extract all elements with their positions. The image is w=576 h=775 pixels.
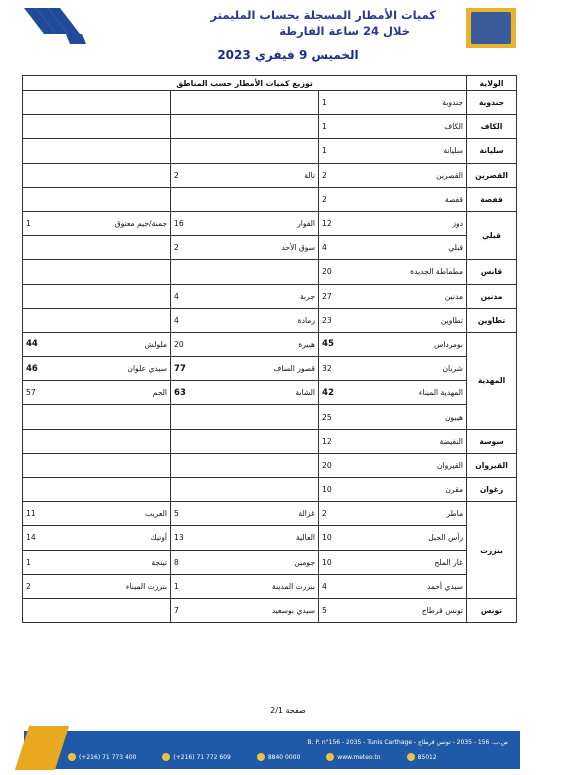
station-name <box>65 598 171 622</box>
rainfall-value: 10 <box>319 526 361 550</box>
rainfall-value: 4 <box>171 308 213 332</box>
table-row <box>23 211 517 235</box>
rainfall-value: 16 <box>171 211 213 235</box>
station-name: الفوار <box>213 211 319 235</box>
table-row <box>23 236 517 260</box>
station-name <box>65 163 171 187</box>
station-name: رأس الجبل <box>361 526 467 550</box>
station-name <box>65 260 171 284</box>
contact-text: (+216) 71 772 609 <box>173 753 231 761</box>
station-name: تونس قرطاج <box>361 598 467 622</box>
rainfall-value <box>171 405 213 429</box>
rainfall-value: 77 <box>171 357 213 381</box>
station-name: النفيضة <box>361 429 467 453</box>
rainfall-value: 46 <box>23 357 65 381</box>
wilaya-cell: مدنين <box>467 284 517 308</box>
rainfall-value <box>23 163 65 187</box>
station-name <box>213 478 319 502</box>
wilaya-cell: قفصة <box>467 187 517 211</box>
table-row <box>23 187 517 211</box>
station-name <box>213 453 319 477</box>
wilaya-cell: قابس <box>467 260 517 284</box>
rainfall-value: 2 <box>319 163 361 187</box>
rainfall-table <box>22 75 517 623</box>
rainfall-value <box>23 115 65 139</box>
wilaya-cell: سليانة <box>467 139 517 163</box>
station-name: قفصة <box>361 187 467 211</box>
station-name: قبلي <box>361 236 467 260</box>
rainfall-value: 27 <box>319 284 361 308</box>
table-row <box>23 598 517 622</box>
rainfall-value <box>23 236 65 260</box>
rainfall-value: 45 <box>319 332 361 356</box>
report-date: الخميس 9 فيفري 2023 <box>217 48 359 62</box>
station-name: قصور الساف <box>213 357 319 381</box>
phone-icon <box>257 753 265 761</box>
wilaya-cell: بنزرت <box>467 502 517 599</box>
rainfall-value: 25 <box>319 405 361 429</box>
station-name <box>65 284 171 308</box>
rainfall-value: 2 <box>319 187 361 211</box>
footer-contact <box>407 753 437 761</box>
rainfall-value <box>171 260 213 284</box>
rainfall-value <box>23 478 65 502</box>
wilaya-cell: تونس <box>467 598 517 622</box>
rainfall-value: 20 <box>319 453 361 477</box>
station-name: غزالة <box>213 502 319 526</box>
station-name <box>213 139 319 163</box>
footer-contacts <box>68 753 437 761</box>
wilaya-cell: زغوان <box>467 478 517 502</box>
station-name: مقرن <box>361 478 467 502</box>
station-name: مدنين <box>361 284 467 308</box>
table-row <box>23 405 517 429</box>
station-name: جربة <box>213 284 319 308</box>
station-name <box>213 91 319 115</box>
station-name: دوز <box>361 211 467 235</box>
rainfall-value <box>23 187 65 211</box>
sms-icon <box>407 753 415 761</box>
distribution-header: توزيع كميات الأمطار حسب المناطق <box>23 76 467 91</box>
table-row <box>23 163 517 187</box>
rainfall-value: 20 <box>171 332 213 356</box>
table-row <box>23 550 517 574</box>
page-number: صفحة 2/1 <box>270 706 306 715</box>
station-name: سيدي أحمد <box>361 574 467 598</box>
station-name: ماطر <box>361 502 467 526</box>
rainfall-value <box>23 429 65 453</box>
station-name: المهدية الميناء <box>361 381 467 405</box>
rainfall-value: 2 <box>171 163 213 187</box>
rainfall-value: 11 <box>23 502 65 526</box>
station-name: أوتيك <box>65 526 171 550</box>
wilaya-cell: قبلي <box>467 211 517 259</box>
station-name: تينجة <box>65 550 171 574</box>
contact-text: 8840 0000 <box>267 753 301 761</box>
footer-contact <box>68 753 136 761</box>
rainfall-value: 5 <box>171 502 213 526</box>
station-name <box>65 405 171 429</box>
rainfall-value: 2 <box>171 236 213 260</box>
rainfall-value <box>23 598 65 622</box>
wilaya-header: الولاية <box>467 76 517 91</box>
station-name: هيبون <box>361 405 467 429</box>
station-name <box>65 429 171 453</box>
footer-accent-stripe <box>15 726 69 770</box>
footer-bar <box>24 731 520 769</box>
table-row <box>23 478 517 502</box>
rainfall-value <box>23 453 65 477</box>
report-title: كميات الأمطار المسجلة بحساب المليمتر <box>210 8 436 22</box>
rainfall-value <box>171 478 213 502</box>
station-name <box>213 187 319 211</box>
rainfall-value: 63 <box>171 381 213 405</box>
rainfall-value: 10 <box>319 550 361 574</box>
station-name: مطماطة الجديدة <box>361 260 467 284</box>
station-name: جمنة/جيم معتوق <box>65 211 171 235</box>
web-icon <box>326 753 334 761</box>
station-name: الكاف <box>361 115 467 139</box>
station-name: الشابة <box>213 381 319 405</box>
station-name: شربان <box>361 357 467 381</box>
rainfall-value: 1 <box>319 91 361 115</box>
rainfall-value: 13 <box>171 526 213 550</box>
station-name <box>213 405 319 429</box>
rainfall-value: 32 <box>319 357 361 381</box>
station-name: سيدي علوان <box>65 357 171 381</box>
station-name: غار الملح <box>361 550 467 574</box>
station-name: جومين <box>213 550 319 574</box>
contact-text: www.meteo.tn <box>337 753 381 761</box>
contact-text: 85012 <box>417 753 437 761</box>
rainfall-value <box>23 139 65 163</box>
rainfall-value <box>171 115 213 139</box>
rainfall-value: 23 <box>319 308 361 332</box>
rainfall-value: 20 <box>319 260 361 284</box>
station-name: سوق الأحد <box>213 236 319 260</box>
rainfall-value: 42 <box>319 381 361 405</box>
rainfall-value: 4 <box>319 236 361 260</box>
table-row <box>23 502 517 526</box>
meteo-emblem-logo <box>466 8 516 48</box>
phone-icon <box>68 753 76 761</box>
rainfall-value <box>23 91 65 115</box>
rainfall-value: 57 <box>23 381 65 405</box>
report-subtitle: خلال 24 ساعة الفارطة <box>279 24 410 38</box>
institute-logo <box>22 4 88 48</box>
rainfall-value <box>23 405 65 429</box>
table-row <box>23 429 517 453</box>
table-row <box>23 357 517 381</box>
table-row <box>23 115 517 139</box>
rainfall-value <box>171 91 213 115</box>
station-name: تالة <box>213 163 319 187</box>
station-name: القيروان <box>361 453 467 477</box>
rainfall-value: 1 <box>23 550 65 574</box>
rainfall-value: 8 <box>171 550 213 574</box>
wilaya-cell: سوسة <box>467 429 517 453</box>
wilaya-cell: الكاف <box>467 115 517 139</box>
station-name: العالية <box>213 526 319 550</box>
footer-contact <box>257 753 300 761</box>
rainfall-value <box>171 453 213 477</box>
station-name: سليانة <box>361 139 467 163</box>
wilaya-cell: جندوبة <box>467 91 517 115</box>
rainfall-value: 2 <box>319 502 361 526</box>
rainfall-value <box>23 260 65 284</box>
station-name: هبيرة <box>213 332 319 356</box>
station-name: القصرين <box>361 163 467 187</box>
rainfall-value: 1 <box>23 211 65 235</box>
station-name <box>65 91 171 115</box>
rainfall-value: 1 <box>319 115 361 139</box>
station-name: رمادة <box>213 308 319 332</box>
station-name <box>65 187 171 211</box>
rainfall-value <box>171 429 213 453</box>
rainfall-value: 10 <box>319 478 361 502</box>
station-name <box>65 139 171 163</box>
table-row <box>23 332 517 356</box>
station-name: بنزرت الميناء <box>65 574 171 598</box>
table-row <box>23 91 517 115</box>
table-row <box>23 284 517 308</box>
rainfall-value: 12 <box>319 429 361 453</box>
rainfall-value: 5 <box>319 598 361 622</box>
rainfall-value: 14 <box>23 526 65 550</box>
station-name: سيدي بوسعيد <box>213 598 319 622</box>
rainfall-value: 7 <box>171 598 213 622</box>
rainfall-value: 4 <box>319 574 361 598</box>
station-name <box>65 115 171 139</box>
station-name <box>213 115 319 139</box>
table-row <box>23 526 517 550</box>
rainfall-value <box>23 308 65 332</box>
station-name: الجم <box>65 381 171 405</box>
station-name <box>65 236 171 260</box>
rainfall-value <box>171 187 213 211</box>
rainfall-value: 1 <box>171 574 213 598</box>
rainfall-value: 1 <box>319 139 361 163</box>
station-name: ملولش <box>65 332 171 356</box>
station-name <box>213 260 319 284</box>
rainfall-value: 2 <box>23 574 65 598</box>
table-row <box>23 453 517 477</box>
table-row <box>23 308 517 332</box>
rainfall-value <box>23 284 65 308</box>
rainfall-value <box>171 139 213 163</box>
table-row <box>23 574 517 598</box>
contact-text: (+216) 71 773 400 <box>79 753 137 761</box>
fax-icon <box>162 753 170 761</box>
station-name <box>213 429 319 453</box>
station-name: العريب <box>65 502 171 526</box>
station-name: بنزرت المدينة <box>213 574 319 598</box>
station-name <box>65 478 171 502</box>
footer-contact <box>162 753 230 761</box>
wilaya-cell: المهدية <box>467 332 517 429</box>
station-name: تطاوين <box>361 308 467 332</box>
station-name <box>65 308 171 332</box>
table-row <box>23 139 517 163</box>
rainfall-value: 12 <box>319 211 361 235</box>
station-name: بومرداس <box>361 332 467 356</box>
table-header-row <box>23 76 517 91</box>
rainfall-value: 4 <box>171 284 213 308</box>
footer-address: B. P. n°156 - 2035 - Tunis Carthage - ص.ب. 156 - 2035 - تونس قرطاج <box>307 739 508 746</box>
rainfall-value: 44 <box>23 332 65 356</box>
wilaya-cell: القصرين <box>467 163 517 187</box>
table-row <box>23 260 517 284</box>
footer-contact <box>326 753 380 761</box>
station-name <box>65 453 171 477</box>
wilaya-cell: القيروان <box>467 453 517 477</box>
table-row <box>23 381 517 405</box>
station-name: جندوبة <box>361 91 467 115</box>
wilaya-cell: تطاوين <box>467 308 517 332</box>
